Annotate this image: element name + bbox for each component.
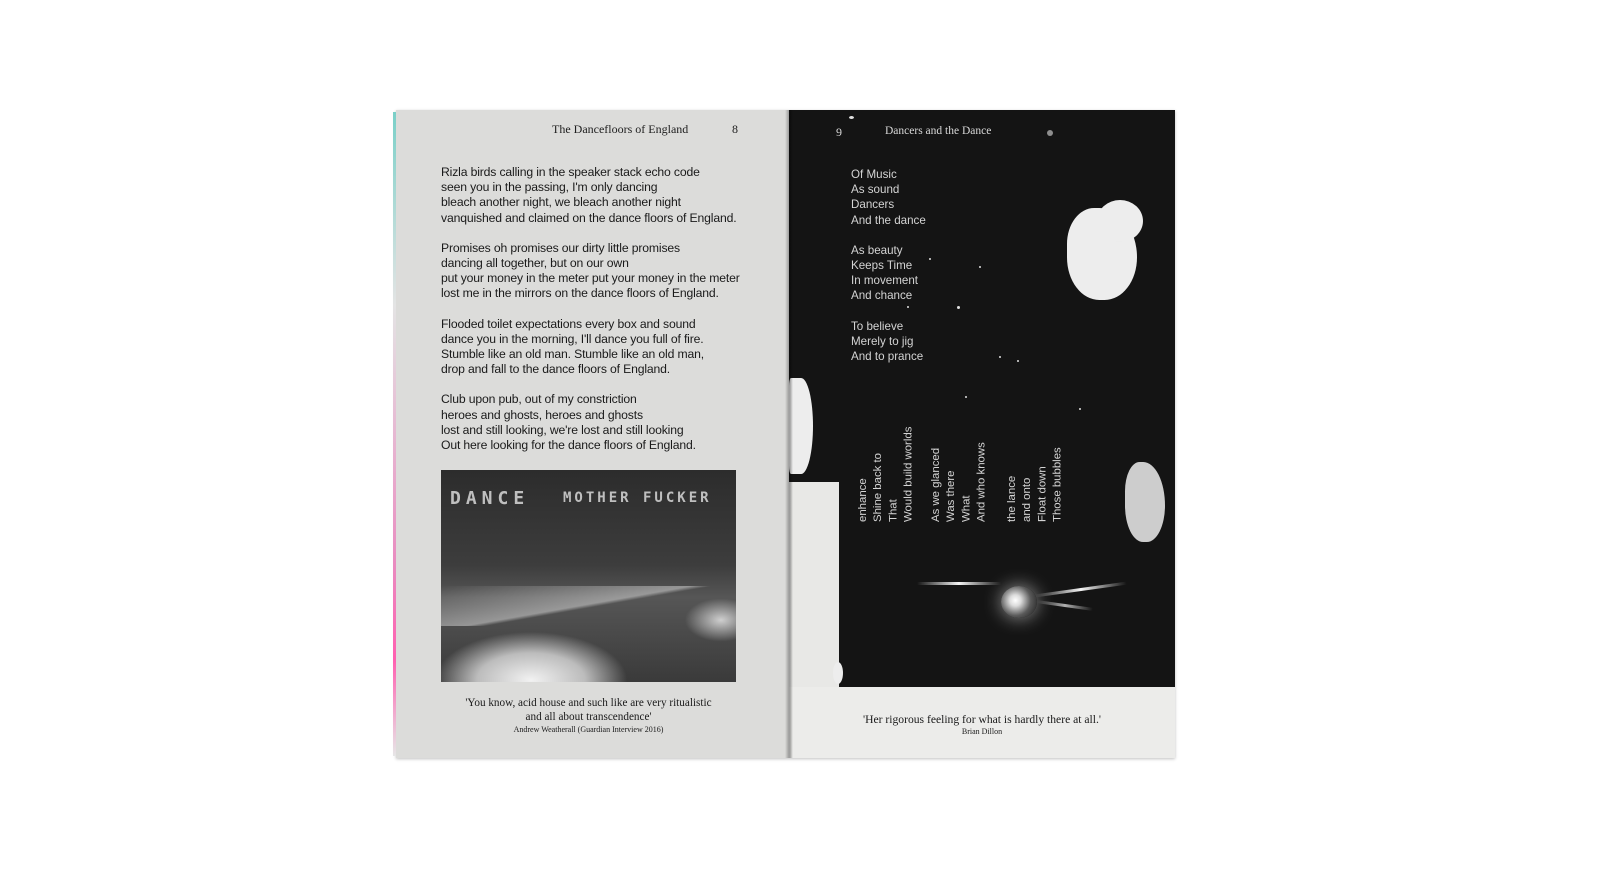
poem-line: Dancers bbox=[851, 198, 895, 212]
poem-stanza bbox=[851, 167, 926, 228]
poem-line: And who knows bbox=[975, 442, 988, 522]
left-page bbox=[396, 110, 789, 758]
poem-line: Of Music bbox=[851, 168, 897, 181]
mirror-ball bbox=[1001, 586, 1037, 618]
poem-line: bleach another night, we bleach another night bbox=[441, 195, 681, 210]
poem-line: Merely to jig bbox=[851, 334, 914, 348]
poem-line: put your money in the meter put your money in the meter bbox=[441, 271, 740, 286]
poem-line: Those bubbles bbox=[1051, 447, 1064, 522]
poem-line: Keeps Time bbox=[851, 259, 913, 273]
poem-stanza bbox=[441, 317, 771, 378]
photo-stencil-text: MOTHER FUCKER bbox=[563, 490, 712, 506]
quote-line: 'Her rigorous feeling for what is hardly there at all.' bbox=[863, 713, 1101, 726]
poem-line: lost and still looking, we're lost and still looking bbox=[441, 422, 684, 437]
poem-line: Club upon pub, out of my constriction bbox=[441, 392, 637, 407]
speck bbox=[849, 116, 854, 119]
poem-line: the lance bbox=[1006, 475, 1018, 522]
left-running-head: The Dancefloors of England bbox=[552, 122, 689, 136]
poem-line: In movement bbox=[851, 274, 919, 288]
poem-line: To believe bbox=[851, 319, 904, 333]
speck bbox=[999, 356, 1001, 358]
poem-line: lost me in the mirrors on the dance floors of England. bbox=[441, 286, 719, 301]
vertical-stanza bbox=[856, 410, 917, 522]
poem-line: As we glanced bbox=[930, 447, 942, 522]
poem-line: That bbox=[887, 499, 900, 522]
speck bbox=[965, 396, 967, 398]
poem-line: Out here looking for the dance floors of England. bbox=[441, 438, 696, 453]
poem-stanza bbox=[851, 319, 926, 365]
photo-stencil-text: DANCE bbox=[450, 488, 530, 509]
poem-line: enhance bbox=[857, 478, 869, 522]
zine-spread bbox=[396, 110, 1175, 758]
right-page-number: 9 bbox=[836, 125, 842, 139]
poem-stanza bbox=[441, 165, 771, 226]
quote-attribution: Brian Dillon bbox=[961, 727, 1003, 736]
quote-attribution: Andrew Weatherall (Guardian Interview 2016) bbox=[513, 725, 664, 734]
paint-splash bbox=[1097, 200, 1143, 242]
speck bbox=[979, 266, 981, 268]
quote-line: and all about transcendence' bbox=[525, 710, 652, 723]
poem-line: As sound bbox=[851, 183, 900, 197]
poem-line: Rizla birds calling in the speaker stack echo code bbox=[441, 165, 700, 179]
poem-line: and onto bbox=[1021, 477, 1034, 522]
poem-stanza bbox=[441, 392, 771, 453]
right-quote bbox=[789, 713, 1175, 737]
speck bbox=[929, 258, 931, 260]
poem-stanza bbox=[851, 243, 926, 304]
poem-line: dancing all together, but on our own bbox=[441, 256, 629, 271]
right-poem bbox=[851, 167, 926, 379]
poem-line: And the dance bbox=[851, 213, 926, 227]
poem-line: Float down bbox=[1036, 466, 1049, 522]
poem-line: Shine back to bbox=[872, 452, 885, 522]
photo-ledge-highlight bbox=[441, 586, 736, 626]
poem-line: dance you in the morning, I'll dance you full of fire. bbox=[441, 331, 704, 346]
poem-line: seen you in the passing, I'm only dancing bbox=[441, 180, 658, 195]
paint-splash bbox=[1125, 462, 1165, 542]
left-poem bbox=[441, 165, 771, 468]
light-beam bbox=[1037, 600, 1093, 611]
poem-line: Was there bbox=[945, 470, 958, 522]
poem-line: And to prance bbox=[851, 350, 924, 364]
left-quote bbox=[441, 697, 736, 735]
poem-stanza bbox=[441, 241, 771, 302]
poem-line: Would build worlds bbox=[902, 426, 915, 522]
right-running-head: Dancers and the Dance bbox=[885, 125, 992, 137]
quote-line: 'You know, acid house and such like are very ritualistic bbox=[465, 697, 712, 709]
poem-line: vanquished and claimed on the dance floors of England. bbox=[441, 210, 737, 225]
left-page-number: 8 bbox=[732, 122, 738, 136]
paint-splash bbox=[833, 662, 843, 684]
vertical-stanza bbox=[1005, 410, 1066, 522]
vertical-stanza bbox=[929, 410, 990, 522]
light-beam bbox=[1035, 582, 1127, 598]
poem-line: As beauty bbox=[851, 243, 903, 257]
light-beam bbox=[917, 582, 1001, 585]
speck bbox=[1017, 360, 1019, 362]
poem-line: Promises oh promises our dirty little promises bbox=[441, 240, 680, 255]
poem-line: Flooded toilet expectations every box and sound bbox=[441, 316, 696, 331]
poem-line: And chance bbox=[851, 289, 913, 303]
poem-line: heroes and ghosts, heroes and ghosts bbox=[441, 407, 643, 422]
speck bbox=[1047, 130, 1053, 136]
poem-line: drop and fall to the dance floors of England. bbox=[441, 362, 671, 377]
poem-line: What bbox=[960, 495, 973, 522]
right-page bbox=[789, 110, 1175, 758]
speck bbox=[957, 306, 960, 309]
speck bbox=[1079, 408, 1081, 410]
dance-floor-photo bbox=[441, 470, 736, 682]
book-gutter bbox=[785, 110, 793, 758]
poem-line: Stumble like an old man. Stumble like an old man, bbox=[441, 347, 704, 362]
